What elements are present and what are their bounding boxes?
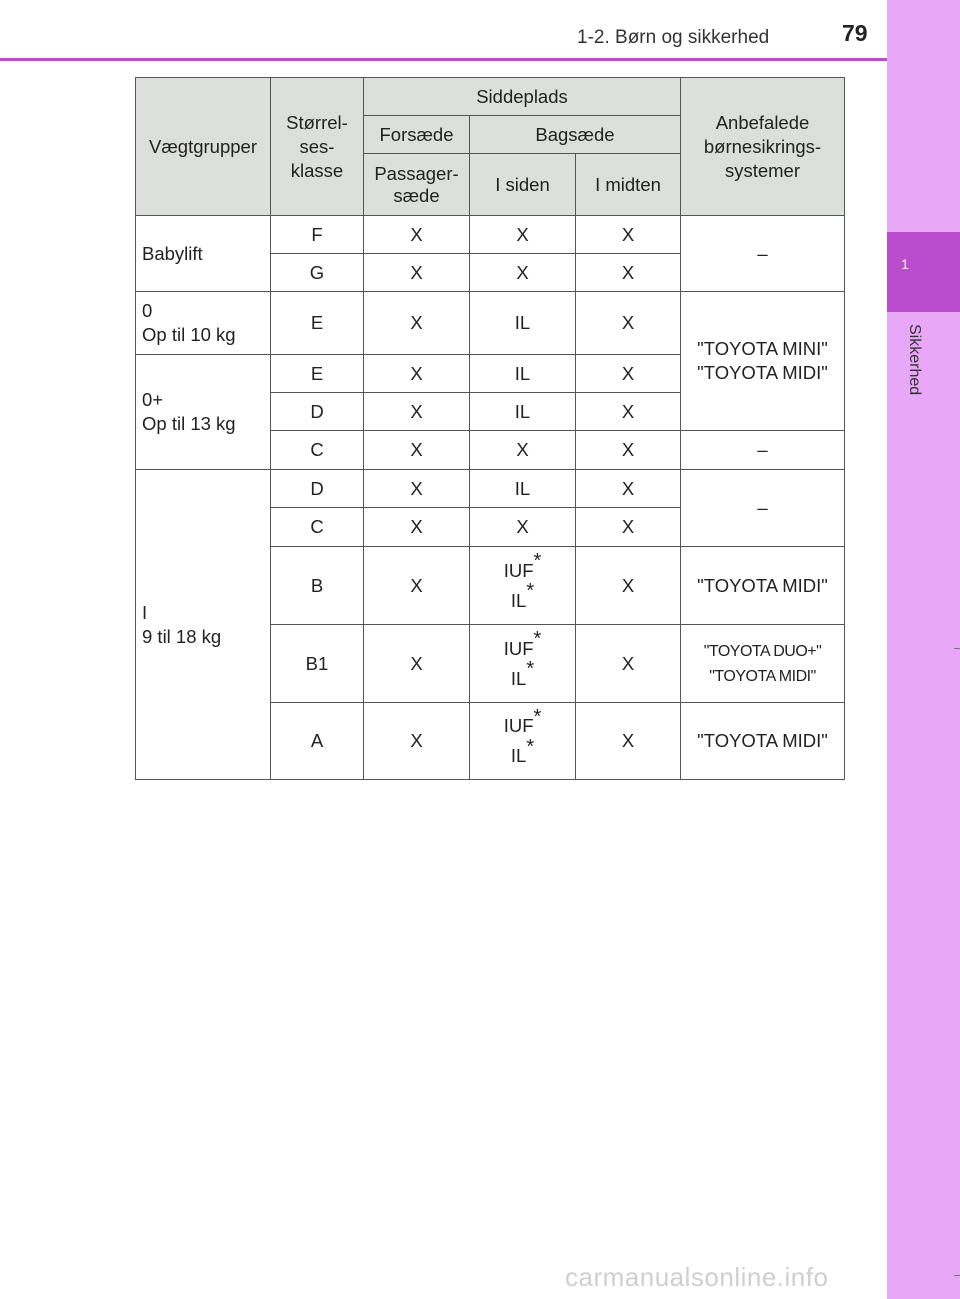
header-passenger-seat: Passager- sæde — [364, 154, 470, 216]
front-cell: X — [364, 703, 470, 780]
side-cell: IL — [470, 292, 576, 355]
middle-cell: X — [576, 470, 681, 508]
front-cell: X — [364, 393, 470, 431]
size-cell: E — [271, 292, 364, 355]
recommended-cell: "TOYOTA MINI" "TOYOTA MIDI" — [681, 292, 845, 431]
weight-group-cell: I 9 til 18 kg — [136, 470, 271, 780]
recommended-cell: "TOYOTA DUO+" "TOYOTA MIDI" — [681, 625, 845, 703]
side-cell: IL — [470, 393, 576, 431]
chapter-label: Sikkerhed — [906, 324, 923, 396]
header-front-seat: Forsæde — [364, 116, 470, 154]
front-cell: X — [364, 508, 470, 547]
section-title: 1-2. Børn og sikkerhed — [577, 27, 770, 48]
footnote-mark: * — [533, 628, 542, 651]
header-outboard: I siden — [470, 154, 576, 216]
recommended-cell: "TOYOTA MIDI" — [681, 547, 845, 625]
header-rear-seat: Bagsæde — [470, 116, 681, 154]
side-value-b: IL — [510, 667, 527, 689]
size-cell: E — [271, 355, 364, 393]
front-cell: X — [364, 431, 470, 470]
side-cell — [470, 625, 576, 703]
size-cell: A — [271, 703, 364, 780]
middle-cell: X — [576, 216, 681, 254]
side-cell: X — [470, 431, 576, 470]
page-number: 79 — [842, 20, 868, 46]
front-cell: X — [364, 292, 470, 355]
chapter-tab — [887, 232, 960, 312]
front-cell: X — [364, 470, 470, 508]
side-value-b: IL — [510, 745, 527, 766]
child-seat-table — [135, 77, 845, 780]
size-cell: C — [271, 431, 364, 470]
middle-cell: X — [576, 292, 681, 355]
table-row — [136, 216, 845, 254]
side-cell: IL — [470, 355, 576, 393]
size-cell: F — [271, 216, 364, 254]
footnote-mark: * — [533, 550, 542, 573]
side-value-a: IUF — [503, 637, 534, 659]
recommended-cell: – — [681, 470, 845, 547]
front-cell: X — [364, 355, 470, 393]
front-cell: X — [364, 216, 470, 254]
size-cell: C — [271, 508, 364, 547]
side-cell: X — [470, 254, 576, 292]
size-cell: B1 — [271, 625, 364, 703]
size-cell: G — [271, 254, 364, 292]
table-row — [136, 470, 845, 508]
weight-group-cell: 0+ Op til 13 kg — [136, 355, 271, 470]
footnote-mark: * — [533, 705, 542, 728]
front-cell: X — [364, 254, 470, 292]
middle-cell: X — [576, 703, 681, 780]
middle-cell: X — [576, 355, 681, 393]
side-cell — [470, 547, 576, 625]
footnote-mark: * — [526, 658, 535, 681]
table-row — [136, 292, 845, 355]
header-size-class: Størrel- ses- klasse — [271, 78, 364, 216]
middle-cell: X — [576, 625, 681, 703]
front-cell: X — [364, 625, 470, 703]
size-cell: D — [271, 470, 364, 508]
header-recommended: Anbefalede børnesikrings- systemer — [681, 78, 845, 216]
footnote-mark: * — [526, 735, 535, 758]
front-cell: X — [364, 547, 470, 625]
chapter-number: 1 — [901, 256, 909, 272]
middle-cell: X — [576, 393, 681, 431]
middle-cell: X — [576, 508, 681, 547]
recommended-cell: – — [681, 431, 845, 470]
middle-cell: X — [576, 547, 681, 625]
side-cell: X — [470, 216, 576, 254]
size-cell: B — [271, 547, 364, 625]
side-cell: IL — [470, 470, 576, 508]
header-seat-position: Siddeplads — [364, 78, 681, 116]
side-value-a: IUF — [503, 559, 534, 581]
crop-mark — [954, 648, 960, 649]
recommended-cell: – — [681, 216, 845, 292]
footnote-mark: * — [526, 580, 535, 603]
header-weight-group: Vægtgrupper — [136, 78, 271, 216]
middle-cell: X — [576, 431, 681, 470]
weight-group-cell: Babylift — [136, 216, 271, 292]
crop-mark — [954, 1275, 960, 1276]
recommended-cell: "TOYOTA MIDI" — [681, 703, 845, 780]
watermark: carmanualsonline.info — [565, 1262, 829, 1292]
middle-cell: X — [576, 254, 681, 292]
size-cell: D — [271, 393, 364, 431]
header-rule — [0, 58, 887, 61]
side-value-b: IL — [510, 589, 527, 611]
side-cell — [470, 703, 576, 780]
header-middle: I midten — [576, 154, 681, 216]
side-value-a: IUF — [503, 715, 534, 736]
side-cell: X — [470, 508, 576, 547]
weight-group-cell: 0 Op til 10 kg — [136, 292, 271, 355]
side-strip — [887, 0, 960, 1299]
